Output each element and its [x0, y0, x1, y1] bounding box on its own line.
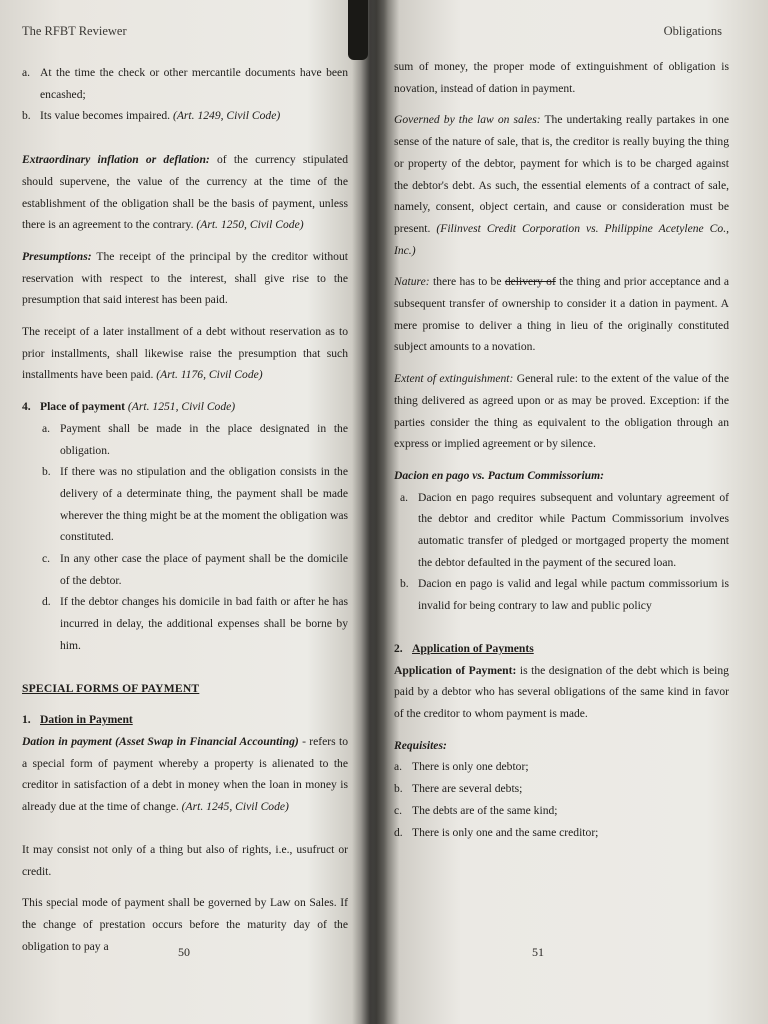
nature-paragraph: Nature: there has to be delivery of the thing and prior acceptance and a subsequent transfer of ownership to consider it a dation in payment. A mere promise to deliver a thing in lieu of the originally constituted subject amounts to a novation. — [394, 275, 730, 354]
installments-paragraph: The receipt of a later installment of a debt without reservation as to prior installments, shall likewise raise the presumption that such installments have been paid. (Art. 1176, Civil Code) — [22, 325, 348, 382]
dacion-vs-pactum-title: Dacion en pago vs. Pactum Commissorium: — [394, 468, 604, 482]
running-header-right: Obligations — [663, 24, 722, 38]
right-page-body — [394, 56, 729, 843]
list-item: b. Dacion en pago is valid and legal while pactum commissorium is invalid for being contrary to law and public policy — [400, 577, 729, 613]
requisites-list — [394, 756, 729, 843]
page-number-right: 51 — [532, 945, 544, 959]
place-of-payment-heading: 4. Place of payment (Art. 1251, Civil Code) — [22, 400, 236, 414]
dation-paragraph: Dation in payment (Asset Swap in Financial Accounting) - refers to a special form of payment whereby a property is alienated to the creditor in satisfaction of a debt in money when the loan in money is already due at the time of change. (Art. 1245, Civil Code) — [22, 734, 349, 814]
dation-heading: 1. Dation in Payment — [22, 713, 133, 727]
inflation-paragraph: Extraordinary inflation or deflation: of the currency stipulated should supervene, the value of the currency at the time of the establishment of the obligation shall be the basis of payment, unless there is an agreement to the contrary. (Art. 1250, Civil Code) — [22, 153, 349, 232]
right-page — [376, 0, 768, 1024]
dacion-list — [394, 487, 729, 617]
application-paragraph: Application of Payment: is the designation of the debt which is being paid by a debtor who has several obligations of the same kind in favor of the creditor to whom payment is made. — [394, 663, 729, 720]
continuation-paragraph: sum of money, the proper mode of extinguishment of obligation is novation, instead of dation in payment. — [394, 60, 729, 95]
requisites-title: Requisites: — [394, 738, 447, 752]
list-item: c. In any other case the place of payment shall be the domicile of the debtor. — [42, 552, 348, 587]
application-heading: 2. Application of Payments — [394, 641, 534, 655]
book-gutter — [352, 0, 388, 1024]
list-item: a. Payment shall be made in the place designated in the obligation. — [42, 421, 348, 457]
list-item: b. If there was no stipulation and the obligation consists in the delivery of a determinate thing, the payment shall be made wherever the thing might be at the moment the obligation was constituted. — [42, 465, 348, 544]
list-item: a. There is only one debtor; — [394, 760, 529, 774]
list-item: c. The debts are of the same kind; — [394, 803, 558, 817]
list-item: b. There are several debts; — [394, 782, 523, 796]
list-item: d. There is only one and the same creditor; — [394, 825, 599, 839]
list-item: a. At the time the check or other mercantile documents have been encashed; — [22, 66, 348, 101]
special-mode-paragraph: This special mode of payment shall be governed by Law on Sales. If the change of prestation occurs before the maturity day of the obligation to pay a — [22, 896, 348, 953]
presumptions-paragraph: Presumptions: The receipt of the principal by the creditor without reservation with respect to the interest, shall give rise to the presumption that said interest has been paid. — [22, 249, 348, 307]
list-item: b. Its value becomes impaired. (Art. 1249, Civil Code) — [22, 109, 281, 123]
binding-clip — [348, 0, 368, 60]
running-header-left: The RFBT Reviewer — [22, 24, 127, 38]
list-item: a. Dacion en pago requires subsequent and voluntary agreement of the debtor and creditor while Pactum Commissorium involves automatic transfer of pledged or mortgaged property the moment the debtor defaulted in the payment of the secured loan. — [400, 490, 729, 569]
left-page — [0, 0, 362, 1024]
place-of-payment-list — [22, 418, 348, 657]
list-item: d. If the debtor changes his domicile in bad faith or after he has incurred in delay, the additional expenses shall be borne by him. — [42, 595, 348, 652]
page-number-left: 50 — [178, 945, 190, 959]
governed-paragraph: Governed by the law on sales: The undertaking really partakes in one sense of the nature of sale, that is, the creditor is really buying the thing or property of the debtor, payment for which is to be charged against the debtor's debt. As such, the essential elements of a contract of sale, namely, consent, object certain, and cause or consideration must be present. (Filinvest Credit Corporation vs. Philippine Acetylene Co., Inc.) — [394, 113, 729, 257]
special-forms-title: SPECIAL FORMS OF PAYMENT — [22, 681, 200, 695]
extent-paragraph: Extent of extinguishment: General rule: to the extent of the value of the thing delivered as agreed upon or as may be proved. Exception: if the parties consider the thing as equivalent to the obligation through an express or implied agreement or by silence. — [394, 372, 729, 451]
may-consist-paragraph: It may consist not only of a thing but also of rights, i.e., usufruct or credit. — [22, 842, 348, 878]
left-page-body — [22, 62, 348, 957]
